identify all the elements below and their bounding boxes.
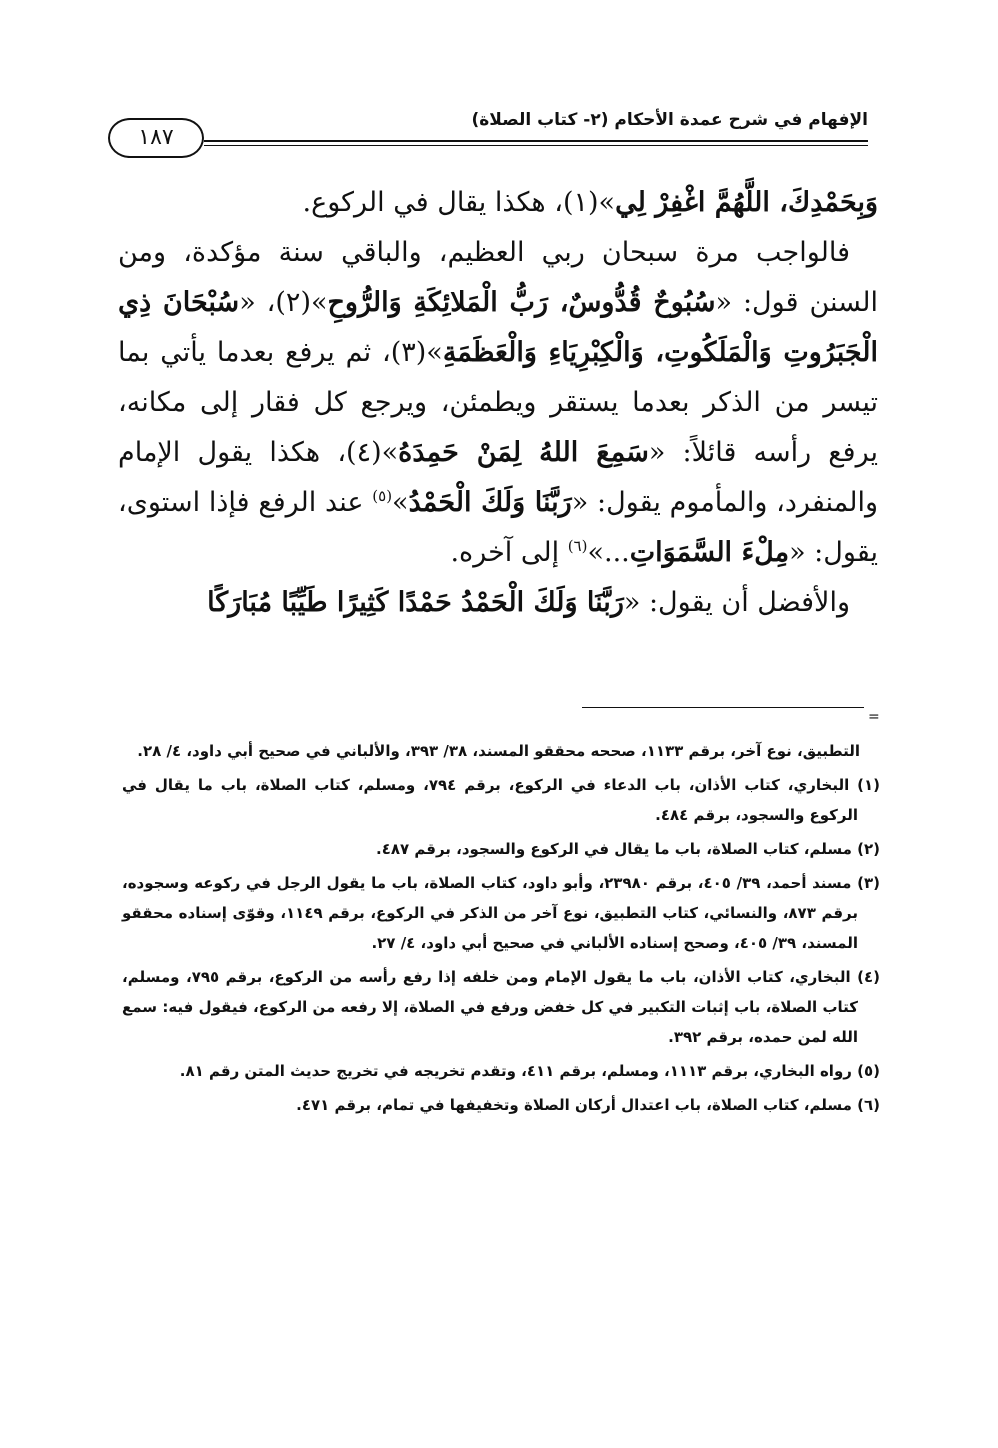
footnotes (122, 736, 880, 1124)
footnote-ref-3: »(٣) (390, 337, 443, 368)
quote-close: ...» (587, 537, 630, 568)
paragraph-3 (118, 578, 878, 628)
footnote-ref-1: »(١) (562, 187, 616, 218)
footnote-ref-5: (٥) (372, 487, 393, 505)
text-run: عند الرفع فإذا استوى، يقول: « (118, 487, 878, 568)
footnote-3: (٣) مسند أحمد، ٣٩/ ٤٠٥، برقم ٢٣٩٨٠، وأبو داود، كتاب الصلاة، باب ما يقول الرجل في ركوعه وسجوده، برقم ٨٧٣، والنسائي، كتاب التطبيق، نوع آخر من الذكر في الركوع، برقم ١١٤٩، وقوّى إسناده محققو المسند، ٣٩/ ٤٠٥، وصحح إسناده الألباني في صحيح أبي داود، ٤/ ٢٧. (122, 874, 880, 952)
dua-text: مِلْءَ السَّمَوَاتِ (629, 537, 790, 568)
running-header (108, 104, 868, 164)
header-title: الإفهام في شرح عمدة الأحكام (٢- كتاب الصلاة) (471, 110, 868, 130)
paragraph-2 (118, 228, 878, 578)
dua-text: سُبُوحٌ قُدُّوسٌ، رَبُّ الْمَلائِكَةِ وَالرُّوحِ (327, 287, 716, 318)
text-run: ، هكذا يقول الإمام والمنفرد، والمأموم يقول: « (118, 437, 879, 518)
footnote-1: (١) البخاري، كتاب الأذان، باب الدعاء في الركوع، برقم ٧٩٤، ومسلم، كتاب الصلاة، باب ما يقال في الركوع والسجود، برقم ٤٨٤. (122, 776, 880, 824)
dua-text: سُبْحَانَ ذِي الْجَبَرُوتِ وَالْمَلَكُوتِ، وَالْكِبْرِيَاءِ وَالْعَظَمَةِ (118, 287, 879, 368)
dua-text: سَمِعَ اللهُ لِمَنْ حَمِدَهُ (398, 437, 649, 468)
text-run: فالواجب مرة سبحان ربي العظيم، والباقي سنة مؤكدة، ومن السنن قول: « (118, 237, 878, 318)
footnote-4: (٤) البخاري، كتاب الأذان، باب ما يقول الإمام ومن خلفه إذا رفع رأسه من الركوع، برقم ٧٩٥، ومسلم، كتاب الصلاة، باب إثبات التكبير في كل خفض ورفع في الصلاة، إلا رفعه من الركوع، فيقول فيه: سمع الله لمن حمده، برقم ٣٩٢. (122, 968, 880, 1046)
paragraph-1 (118, 178, 878, 228)
footnote-ref-6: (٦) (567, 537, 588, 555)
dua-text: رَبَّنَا وَلَكَ الْحَمْدُ حَمْدًا كَثِيرًا طَيِّبًا مُبَارَكًا (207, 587, 624, 618)
header-rule-thin (204, 145, 868, 146)
text-run: ، هكذا يقال في الركوع. (302, 187, 563, 218)
page-number: ١٨٧ (108, 118, 204, 158)
footnote-2: (٢) مسلم، كتاب الصلاة، باب ما يقال في الركوع والسجود، برقم ٤٨٧. (376, 840, 880, 858)
footnote-separator (582, 707, 864, 708)
text-run: إلى آخره. (450, 537, 568, 568)
footnote-6: (٦) مسلم، كتاب الصلاة، باب اعتدال أركان الصلاة وتخفيفها في تمام، برقم ٤٧١. (296, 1096, 880, 1114)
text-run: والأفضل أن يقول: « (623, 587, 850, 618)
dua-text: رَبَّنَا وَلَكَ الْحَمْدُ (408, 487, 572, 518)
dua-text: وَبِحَمْدِكَ، اللَّهُمَّ اغْفِرْ لِي (615, 187, 878, 218)
header-rule-thick (204, 140, 868, 142)
footnote-continuation: التطبيق، نوع آخر، برقم ١١٣٣، صححه محققو المسند، ٣٨/ ٣٩٣، والألباني في صحيح أبي داود، ٤/ ٢٨. (137, 742, 860, 760)
text-run: ، « (239, 287, 276, 318)
footnote-5: (٥) رواه البخاري، برقم ١١١٣، ومسلم، برقم ٤١١، وتقدم تخريجه في تخريج حديث المتن رقم ٨١. (179, 1062, 880, 1080)
quote-close: » (392, 487, 409, 518)
footnote-ref-2: »(٢) (275, 287, 328, 318)
text-run: ، ثم يرفع بعدما يأتي بما تيسر من الذكر بعدما يستقر ويطمئن، ويرجع كل فقار إلى مكانه، يرفع رأسه قائلاً: « (118, 337, 879, 468)
footnote-ref-4: »(٤) (346, 437, 399, 468)
footnote-continuation-marker: = (868, 709, 880, 725)
main-text (118, 178, 878, 628)
